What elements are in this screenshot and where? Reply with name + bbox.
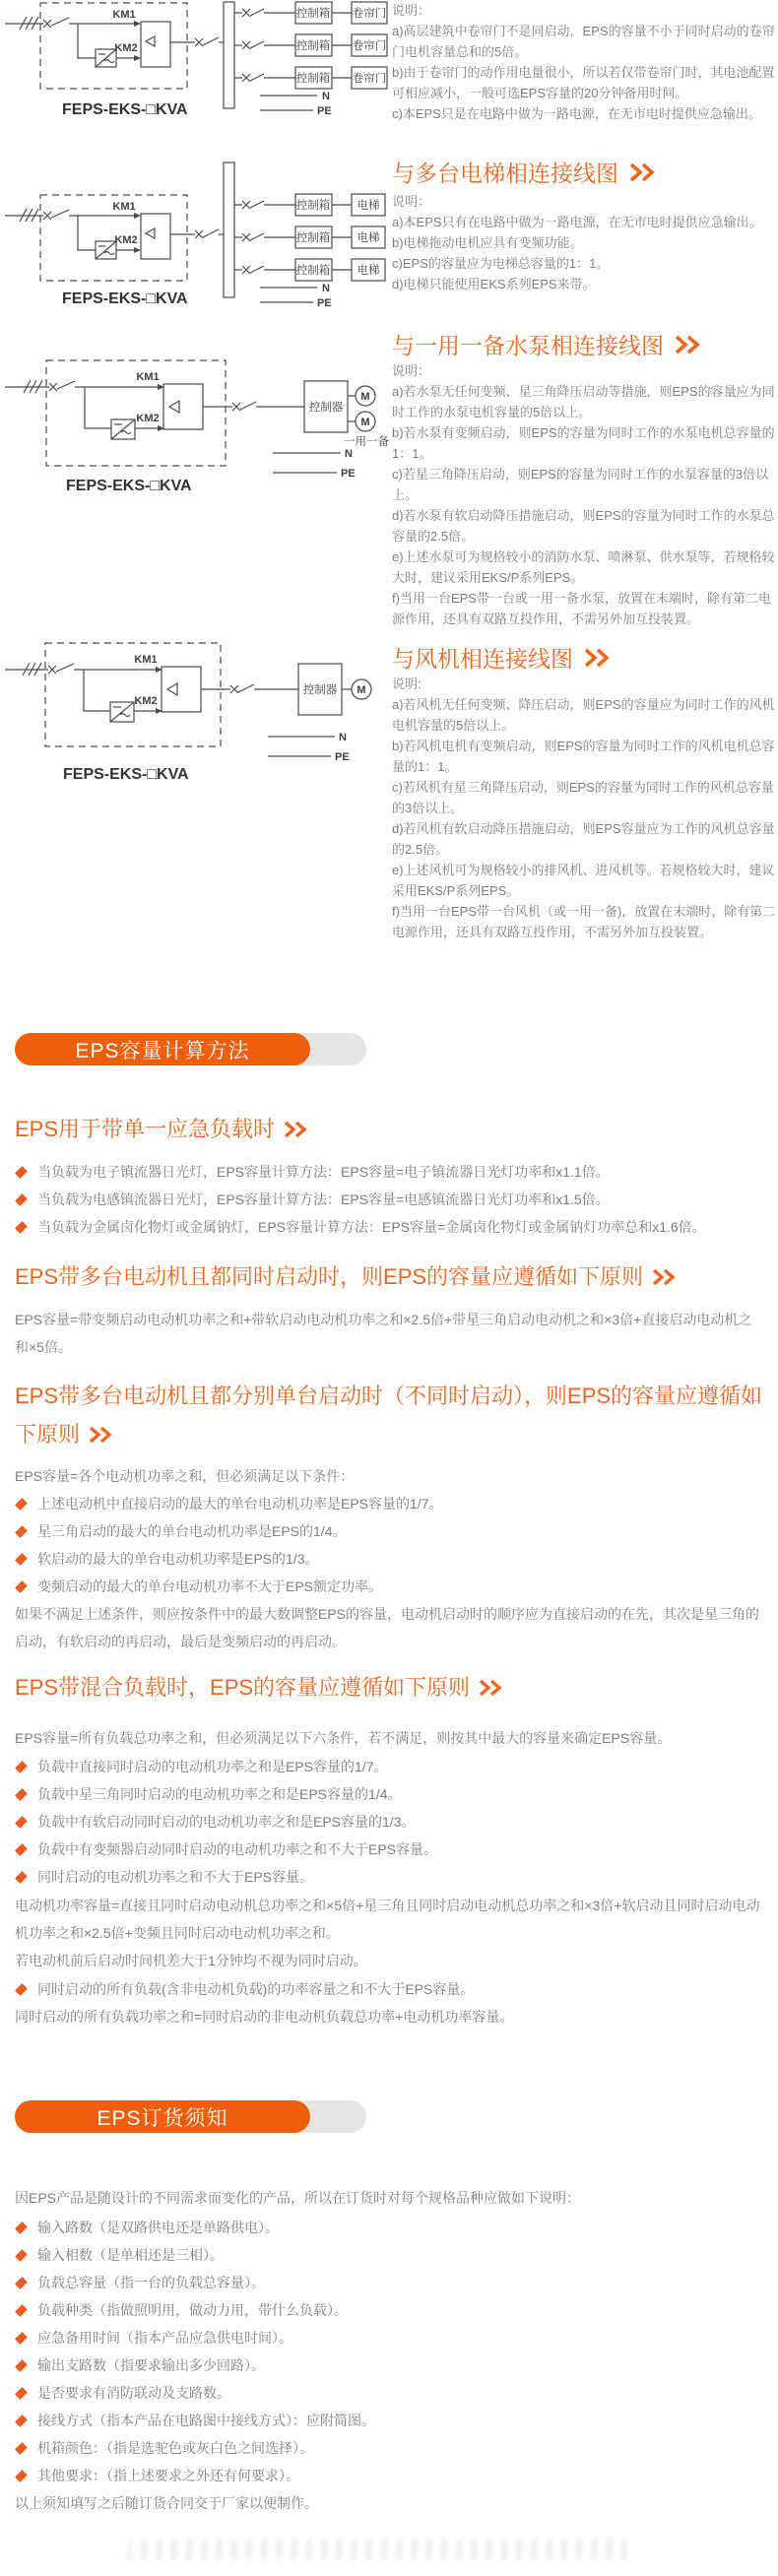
heading-text: EPS带混合负载时，EPS的容量应遵循如下原则 bbox=[15, 1675, 471, 1700]
note-item: c)若风机有星三角降压启动，则EPS的容量为同时工作的风机总容量的3倍以上。 bbox=[392, 780, 774, 815]
double-chevron-icon bbox=[651, 1268, 677, 1286]
elevator-wiring-diagram bbox=[0, 156, 389, 328]
bullet-text: 机箱颜色：（指是选驼色或灰白色之间选择）。 bbox=[37, 2440, 313, 2456]
notes-label: 说明: bbox=[392, 676, 421, 691]
n-label: N bbox=[339, 732, 347, 743]
km1-label: KM1 bbox=[112, 201, 136, 213]
bottom-watermark bbox=[126, 2539, 633, 2560]
elevator-section-heading bbox=[392, 156, 656, 188]
elevator-label: 电梯 bbox=[357, 200, 380, 212]
bullet-text: 负载总容量（指一台的负载总容量）。 bbox=[37, 2275, 265, 2290]
note-item: c)本EPS只是在电路中做为一路电源，在无市电时提供应急输出。 bbox=[392, 106, 761, 121]
n-label: N bbox=[345, 448, 353, 460]
heading-text: EPS用于带单一应急负载时 bbox=[15, 1117, 276, 1141]
control-box-label: 控制箱 bbox=[295, 265, 331, 277]
bullet-text: 同时启动的电动机功率之和不大于EPS容量。 bbox=[37, 1869, 314, 1885]
bullet-text: 输入相数（是单相还是三相）。 bbox=[37, 2247, 224, 2263]
bullet-item bbox=[15, 1545, 763, 1573]
km1-label: KM1 bbox=[112, 9, 136, 21]
bullet-text: 星三角启动的最大的单台电动机功率是EPS的1/4。 bbox=[37, 1523, 347, 1539]
banner-pill bbox=[15, 2100, 310, 2133]
ordering-outro: 以上须知填写之后随订货合同交于厂家以便制作。 bbox=[15, 2495, 318, 2511]
bullet-text: 是否要求有消防联动及支路数。 bbox=[37, 2385, 230, 2401]
bullet-text: 当负载为电感镇流器日光灯，EPS容量计算方法：EPS容量=电感镇流器日光灯功率和x1.5倍。 bbox=[37, 1191, 610, 1207]
bullet-item bbox=[15, 1808, 763, 1835]
motor-label: M bbox=[360, 417, 370, 428]
diamond-bullet-icon bbox=[15, 2332, 28, 2345]
bullet-text: 输入路数（是双路供电还是单路供电）。 bbox=[37, 2220, 279, 2235]
bullet-text: 负载中星三角同时启动的电动机功率之和是EPS容量的1/4。 bbox=[37, 1786, 402, 1802]
diamond-bullet-icon bbox=[15, 1788, 28, 1801]
note-item: a)若水泵无任何变频、星三角降压启动等措施，则EPS的容量应为同时工作的水泵电机容量的5倍以上。 bbox=[392, 384, 775, 419]
diamond-bullet-icon bbox=[15, 1166, 28, 1179]
bullet-text: 输出支路数（指要求输出多少回路）。 bbox=[37, 2357, 265, 2373]
control-box-label: 控制箱 bbox=[295, 232, 331, 244]
pe-label: PE bbox=[341, 468, 356, 480]
km2-label: KM2 bbox=[134, 695, 158, 707]
heading-text: 与一用一备水泵相连接线图 bbox=[392, 333, 664, 358]
fan-wiring-diagram bbox=[0, 589, 389, 791]
duty-standby-label: 一用一备 bbox=[344, 436, 389, 448]
bullet-item bbox=[15, 2296, 763, 2324]
bullet-item bbox=[15, 2462, 763, 2489]
elevator-label: 电梯 bbox=[357, 265, 380, 277]
pump-section-heading bbox=[392, 328, 701, 360]
bullet-text: 应急备用时间（指本产品应急供电时间）。 bbox=[37, 2330, 292, 2346]
controller-label: 控制器 bbox=[308, 402, 344, 414]
control-box-label: 控制箱 bbox=[295, 73, 331, 85]
bullet-item bbox=[15, 2269, 763, 2296]
simultaneous-formula: EPS容量=带变频启动电动机功率之和+带软启动电动机功率之和×2.5倍+带星三角启动电动机之和×3倍+直接启动电动机之和×5倍。 bbox=[15, 1312, 752, 1355]
bullet-text: 软启动的最大的单台电动机功率是EPS的1/3。 bbox=[37, 1551, 319, 1567]
fan-notes bbox=[392, 674, 776, 942]
bullet-item bbox=[15, 1975, 763, 2003]
bullet-text: 负载中有变频器启动同时启动的电动机功率之和不大于EPS容量。 bbox=[37, 1841, 438, 1857]
double-chevron-icon bbox=[674, 335, 701, 354]
diamond-bullet-icon bbox=[15, 1221, 28, 1234]
note-item: a)若风机无任何变频、降压启动，则EPS的容量应为同时工作的风机电机容量的5倍以上。 bbox=[392, 697, 775, 733]
note-item: b)若风机电机有变频启动，则EPS的容量为同时工作的风机电机总容量的1：1。 bbox=[392, 739, 775, 774]
pump-wiring-diagram bbox=[0, 353, 389, 500]
shutter-door-label: 卷帘门 bbox=[352, 40, 387, 52]
bullet-item bbox=[15, 2351, 763, 2379]
bullet-text: 负载中直接同时启动的电动机功率之和是EPS容量的1/7。 bbox=[37, 1759, 388, 1774]
bullet-item bbox=[15, 2241, 763, 2269]
ordering-intro: 因EPS产品是随设计的不同需求而变化的产品，所以在订货时对每个规格品种应做如下说明： bbox=[15, 2190, 581, 2206]
note-item: d)若风机有软启动降压措施启动，则EPS容量应为工作的风机总容量的2.5倍。 bbox=[392, 821, 775, 857]
diamond-bullet-icon bbox=[15, 2442, 28, 2455]
motor-label: M bbox=[360, 391, 370, 403]
diamond-bullet-icon bbox=[15, 2359, 28, 2372]
bullet-text: 接线方式（指本产品在电路图中接线方式）：应附简图。 bbox=[37, 2413, 375, 2428]
note-item: f)当用一台EPS带一台风机（或一用一备)，放置在末端时，除有第二电源作用，还具有双路互投作用，不需另外加互投装置。 bbox=[392, 904, 776, 939]
km1-label: KM1 bbox=[134, 654, 158, 666]
km2-label: KM2 bbox=[114, 42, 138, 54]
bullet-item bbox=[15, 1517, 763, 1545]
diamond-bullet-icon bbox=[15, 1816, 28, 1829]
mixed-motor-formula: 电动机功率容量=直接且同时启动电动机总功率之和×5倍+星三角且同时启动电动机总功率之和×3倍+软启动且同时启动电动机功率之和×2.5倍+变频且同时启动电动机功率之和。 bbox=[15, 1898, 760, 1941]
bullet-text: 负载中有软启动同时启动的电动机功率之和是EPS容量的1/3。 bbox=[37, 1814, 416, 1830]
heading-text: EPS带多台电动机且都同时启动时，则EPS的容量应遵循如下原则 bbox=[15, 1264, 644, 1289]
diamond-bullet-icon bbox=[15, 1553, 28, 1566]
controller-label: 控制器 bbox=[302, 684, 338, 696]
n-label: N bbox=[322, 283, 330, 294]
double-chevron-icon bbox=[583, 648, 611, 668]
note-item: b)若水泵有变频启动，则EPS的容量为同时工作的水泵电机总容量的1：1。 bbox=[392, 425, 775, 461]
bullet-item bbox=[15, 1186, 763, 1213]
shutter-door-label: 卷帘门 bbox=[352, 73, 387, 85]
bullet-item bbox=[15, 2324, 763, 2351]
bullet-item bbox=[15, 2379, 763, 2407]
diamond-bullet-icon bbox=[15, 1871, 28, 1884]
note-item: c)EPS的容量应为电梯总容量的1：1。 bbox=[392, 256, 610, 271]
note-item: c)若星三角降压启动，则EPS的容量为同时工作的水泵容量的3倍以上。 bbox=[392, 467, 769, 502]
elevator-notes bbox=[392, 191, 776, 294]
note-item: a)高层建筑中卷帘门不是同启动，EPS的容量不小于同时启动的卷帘门电机容量总和的5倍。 bbox=[392, 24, 775, 59]
mixed-heading bbox=[15, 1668, 765, 1707]
banner-title: EPS容量计算方法 bbox=[75, 1039, 250, 1063]
note-item: a)本EPS只有在电路中做为一路电源，在无市电时提供应急输出。 bbox=[392, 215, 762, 229]
note-item: e)上述水泵可为规格较小的消防水泵、喷淋泵、供水泵等，若规格较大时，建议采用EKS/P系列EPS。 bbox=[392, 549, 775, 585]
double-chevron-icon bbox=[478, 1679, 503, 1697]
double-chevron-icon bbox=[283, 1121, 308, 1138]
bullet-item bbox=[15, 1780, 763, 1808]
note-item: b)由于卷帘门的动作用电量很小，所以若仅带卷帘门时，其电池配置可相应减小，一般可选EPS容量的20分钟备用时间。 bbox=[392, 65, 775, 100]
heading-text: 与多台电梯相连接线图 bbox=[392, 161, 618, 186]
fan-section-heading bbox=[392, 641, 611, 674]
pe-label: PE bbox=[317, 105, 332, 117]
motor-label: M bbox=[357, 684, 366, 696]
mixed-intro: EPS容量=所有负载总功率之和，但必须满足以下六条件，若不满足，则按其中最大的容量来确定EPS容量。 bbox=[15, 1730, 672, 1746]
bullet-text: 当负载为电子镇流器日光灯，EPS容量计算方法：EPS容量=电子镇流器日光灯功率和x1.1倍。 bbox=[37, 1164, 610, 1180]
note-item: d)若水泵有软启动降压措施启动，则EPS的容量为同时工作的水泵总容量的2.5倍。 bbox=[392, 508, 775, 544]
diamond-bullet-icon bbox=[15, 1498, 28, 1511]
km2-label: KM2 bbox=[136, 413, 160, 424]
note-item: f)当用一台EPS带一台或一用一备水泵，放置在末端时，除有第二电源作用，还具有双路互投作用，不需另外加互投装置。 bbox=[392, 591, 771, 626]
notes-label: 说明： bbox=[392, 3, 431, 18]
diamond-bullet-icon bbox=[15, 1761, 28, 1773]
diamond-bullet-icon bbox=[15, 2387, 28, 2400]
diamond-bullet-icon bbox=[15, 1983, 28, 1996]
diamond-bullet-icon bbox=[15, 2304, 28, 2317]
diamond-bullet-icon bbox=[15, 2277, 28, 2289]
shutter-wiring-diagram bbox=[0, 0, 389, 123]
mixed-total-formula: 同时启动的所有负载功率之和=同时启动的非电动机负载总功率+电动机功率容量。 bbox=[15, 2009, 514, 2025]
double-chevron-icon bbox=[628, 162, 656, 182]
bullet-item bbox=[15, 1490, 763, 1517]
control-box-label: 控制箱 bbox=[295, 8, 331, 20]
double-chevron-icon bbox=[88, 1426, 113, 1444]
km1-label: KM1 bbox=[136, 371, 160, 383]
elevator-label: 电梯 bbox=[357, 232, 380, 244]
bullet-item bbox=[15, 1213, 763, 1241]
diamond-bullet-icon bbox=[15, 2470, 28, 2482]
bullet-item bbox=[15, 2214, 763, 2241]
single-load-heading bbox=[15, 1110, 765, 1148]
control-box-label: 控制箱 bbox=[295, 200, 331, 212]
diamond-bullet-icon bbox=[15, 1193, 28, 1206]
diamond-bullet-icon bbox=[15, 1580, 28, 1593]
bullet-item bbox=[15, 1863, 763, 1891]
eps-model-label: FEPS-EKS-□KVA bbox=[62, 290, 188, 307]
mixed-note: 若电动机前后启动时间机差大于1分钟均不视为同时启动。 bbox=[15, 1953, 367, 1968]
separate-intro: EPS容量=各个电动机功率之和，但必须满足以下条件： bbox=[15, 1468, 355, 1484]
pump-notes bbox=[392, 360, 776, 629]
bullet-item bbox=[15, 1573, 763, 1600]
bullet-item bbox=[15, 1753, 763, 1780]
bullet-item bbox=[15, 1835, 763, 1863]
km2-label: KM2 bbox=[114, 234, 138, 246]
shutter-notes bbox=[392, 0, 776, 124]
bullet-item bbox=[15, 1158, 763, 1186]
bullet-text: 上述电动机中直接启动的最大的单台电动机功率是EPS容量的1/7。 bbox=[37, 1496, 443, 1512]
bullet-item bbox=[15, 2407, 763, 2434]
note-item: e)上述风机可为规格较小的排风机、进风机等。若规格较大时，建议采用EKS/P系列EPS。 bbox=[392, 863, 775, 898]
bullet-text: 同时启动的所有负载(含非电动机负载)的功率容量之和不大于EPS容量。 bbox=[37, 1981, 475, 1997]
note-item: b)电梯拖动电机应具有变频功能。 bbox=[392, 235, 583, 250]
diamond-bullet-icon bbox=[15, 2415, 28, 2427]
banner-pill bbox=[15, 1033, 310, 1065]
simultaneous-heading bbox=[15, 1257, 765, 1296]
separate-outro: 如果不满足上述条件，则应按条件中的最大数调整EPS的容量，电动机启动时的顺序应为直接启动的在先，其次是星三角的启动，有软启动的再启动，最后是变频启动的再启动。 bbox=[15, 1606, 760, 1649]
n-label: N bbox=[322, 91, 330, 102]
banner-title: EPS订货须知 bbox=[97, 2106, 228, 2130]
heading-text: 与风机相连接线图 bbox=[392, 646, 573, 672]
bullet-text: 变频启动的最大的单台电动机功率不大于EPS额定功率。 bbox=[37, 1578, 383, 1594]
note-item: d)电梯只能使用EKS系列EPS来带。 bbox=[392, 277, 596, 291]
notes-label: 说明： bbox=[392, 363, 431, 378]
shutter-door-label: 卷帘门 bbox=[352, 8, 387, 20]
separate-heading bbox=[15, 1377, 765, 1453]
bullet-text: 负载种类（指做照明用，做动力用，带什么负载）。 bbox=[37, 2302, 348, 2318]
pe-label: PE bbox=[335, 751, 350, 763]
pe-label: PE bbox=[317, 297, 332, 309]
eps-model-label: FEPS-EKS-□KVA bbox=[62, 101, 188, 118]
diamond-bullet-icon bbox=[15, 2249, 28, 2262]
diamond-bullet-icon bbox=[15, 2222, 28, 2234]
control-box-label: 控制箱 bbox=[295, 40, 331, 52]
bullet-item bbox=[15, 2434, 763, 2462]
eps-model-label: FEPS-EKS-□KVA bbox=[63, 766, 189, 783]
heading-text: EPS带多台电动机且都分别单台启动时（不同时启动），则EPS的容量应遵循如下原则 bbox=[15, 1384, 763, 1447]
bullet-text: 其他要求：（指上述要求之外还有何要求）。 bbox=[37, 2468, 299, 2483]
notes-label: 说明： bbox=[392, 194, 431, 209]
diamond-bullet-icon bbox=[15, 1525, 28, 1538]
eps-model-label: FEPS-EKS-□KVA bbox=[66, 478, 192, 494]
diamond-bullet-icon bbox=[15, 1843, 28, 1856]
bullet-text: 当负载为金属卤化物灯或金属钠灯，EPS容量计算方法：EPS容量=金属卤化物灯或金属钠灯功率总和x1.6倍。 bbox=[37, 1219, 706, 1235]
